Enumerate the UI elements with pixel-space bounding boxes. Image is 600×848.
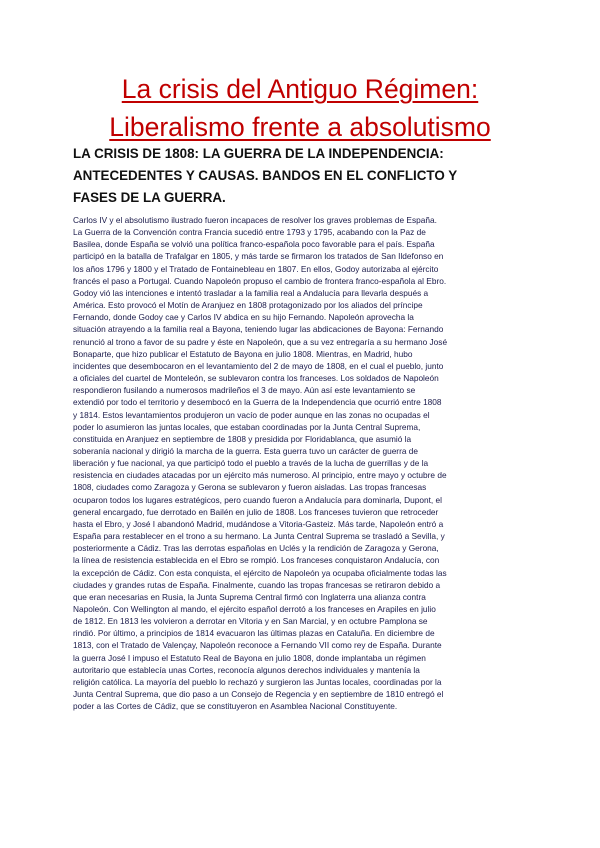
section-heading	[73, 143, 533, 209]
body-line: renunció al trono a favor de su padre y éste en Napoleón, que a su vez entregaría a su hermano José	[73, 336, 448, 347]
body-line: situación atrayendo a la familia real a Bayona, teniendo lugar las abdicaciones de Bayona: Fernando	[73, 324, 444, 335]
body-line: incidentes que desembocaron en el levantamiento del 2 de mayo de 1808, en el cual el pueblo, junto	[73, 360, 444, 371]
body-line: posteriormente a Cádiz. Tras las derrotas españolas en Uclés y la rendición de Zaragoza y Gerona,	[73, 543, 439, 554]
body-line: poder lo asumieron las juntas locales, que estaban coordinadas por la Junta Central Suprema,	[73, 421, 421, 432]
body-line: a oficiales del cuartel de Monteleón, se sublevaron contra los franceses. Los soldados de Napoleón	[73, 373, 439, 384]
body-line: extendió por todo el territorio y desembocó en la Guerra de la Independencia que ocurrió entre 1808	[73, 397, 442, 408]
body-line: constituida en Aranjuez en septiembre de 1808 y presidida por Floridablanca, que asumió la	[73, 433, 412, 444]
body-line: soberanía nacional y dirigió la marcha de la guerra. Esta guerra tuvo un carácter de guerra de	[73, 445, 418, 456]
body-line: Carlos IV y el absolutismo ilustrado fueron incapaces de resolver los graves problemas de España.	[73, 215, 437, 225]
title-line-2: Liberalismo frente a absolutismo	[109, 112, 491, 142]
heading-line-1: LA CRISIS DE 1808: LA GUERRA DE LA INDEPENDENCIA:	[73, 146, 444, 161]
body-line: la línea de resistencia establecida en el Ebro se rompió. Los franceses conquistaron Andalucía, con	[73, 555, 440, 566]
body-line: los años 1796 y 1800 y el Tratado de Fontainebleau en 1807. En ellos, Godoy autorizaba al ejército	[73, 263, 439, 274]
body-line: francés el paso a Portugal. Cuando Napoleón propuso el cambio de frontera franco-española al Ebro.	[73, 275, 447, 286]
body-line: ocuparon todos los lugares estratégicos, pero cuando fueron a Andalucía para dominarla, Dupont, el	[73, 494, 442, 505]
body-line: religión católica. La mayoría del pueblo lo rechazó y surgieron las Juntas locales, coordinadas por la	[73, 676, 442, 687]
body-line: América. Esto provocó el Motín de Aranjuez en 1808 protagonizado por los aliados del príncipe	[73, 300, 423, 311]
body-line: 1813, con el Tratado de Valençay, Napoleón reconoce a Fernando VII como rey de España. Durante	[73, 640, 442, 651]
body-line: de 1812. En 1813 les volvieron a derrotar en Vitoria y en San Marcial, y en octubre Pamplona se	[73, 616, 428, 627]
heading-line-2: ANTECEDENTES Y CAUSAS. BANDOS EN EL CONFLICTO Y	[73, 168, 458, 183]
body-line: resistencia en ciudades atacadas por un ejército más numeroso. Al principio, entre mayo y octubre de	[73, 470, 447, 481]
body-line: general encargado, fue derrotado en Bailén en julio de 1808. Los franceses tuvieron que retroceder	[73, 506, 439, 517]
body-line: 1808, ciudades como Zaragoza y Gerona se sublevaron y fueron aisladas. Las tropas francesas	[73, 482, 427, 493]
body-line: ciudades y grandes rutas de España. Finalmente, cuando las tropas francesas se retiraron debido a	[73, 579, 441, 590]
heading-line-3: FASES DE LA GUERRA.	[73, 190, 226, 205]
body-line: liberación y fue nacional, ya que participó todo el pueblo a través de la lucha de guerrillas y de la	[73, 458, 429, 469]
body-line: respondieron fusilando a numerosos madrileños el 3 de mayo. Aún así este levantamiento se	[73, 385, 416, 396]
body-paragraph	[73, 214, 533, 712]
body-line: hasta el Ebro, y José I abandonó Madrid, mudándose a Vitoria-Gasteiz. Más tarde, Napoleón entró a	[73, 518, 444, 529]
body-line: La Guerra de la Convención contra Francia sucedió entre 1793 y 1795, acabando con la Paz de	[73, 227, 426, 238]
body-line: Basilea, donde España se volvió una política franco-española poco favorable para el país. España	[73, 239, 435, 250]
document-title	[0, 70, 600, 146]
body-line: que eran necesarias en Rusia, la Junta Suprema Central firmó con Inglaterra una alianza contra	[73, 591, 426, 602]
body-line: participó en la batalla de Trafalgar en 1805, y más tarde se firmaron los tratados de San Ildefonso en	[73, 251, 444, 262]
body-line: Napoleón. Con Wellington al mando, el ejército español derrotó a los franceses en Arapiles en julio	[73, 604, 436, 614]
body-line: Bonaparte, que hizo publicar el Estatuto de Bayona en julio 1808. Mientras, en Madrid, hubo	[73, 348, 413, 359]
body-line: rindió. Por último, a principios de 1814 evacuaron las últimas plazas en Cataluña. En diciembre de	[73, 628, 435, 639]
title-line-1: La crisis del Antiguo Régimen:	[121, 74, 479, 104]
body-line: poder a las Cortes de Cádiz, que se constituyeron en Asamblea Nacional Constituyente.	[73, 701, 398, 712]
body-line: Junta Central Suprema, que dio paso a un Consejo de Regencia y en septiembre de 1810 entregó el	[73, 689, 444, 700]
body-line: Godoy vió las intenciones e intentó trasladar a la familia real a Andalucía para llevarla después a	[73, 287, 429, 298]
body-line: la guerra José I impuso el Estatuto Real de Bayona en julio 1808, donde implantaba un régimen	[73, 652, 426, 663]
body-line: y 1814. Estos levantamientos produjeron un vacío de poder aunque en las zonas no ocupadas el	[73, 409, 430, 420]
body-line: autoritario que establecía unas Cortes, reconocía algunos derechos individuales y mantenía la	[73, 664, 420, 675]
body-line: Fernando, donde Godoy cae y Carlos IV abdica en su hijo Fernando. Napoleón aprovecha la	[73, 312, 414, 323]
body-line: la excepción de Cádiz. Con esta conquista, el ejército de Napoleón ya ocupaba oficialmente todas las	[73, 567, 447, 578]
body-line: España para restablecer en el trono a su hermano. La Junta Central Suprema se trasladó a Sevilla, y	[73, 531, 445, 542]
